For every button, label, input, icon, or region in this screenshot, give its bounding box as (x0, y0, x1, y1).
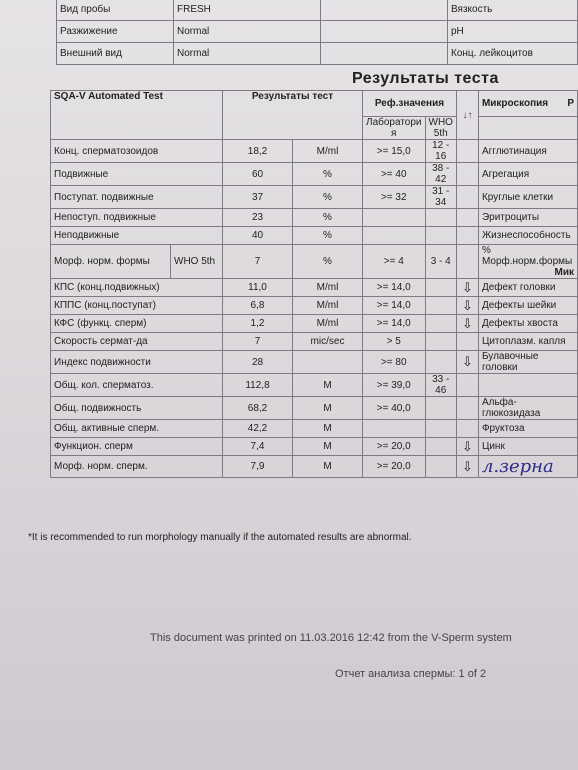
result-value: 7 (223, 333, 293, 351)
who-reference: 31 - 34 (425, 186, 456, 209)
sample-label: Внешний вид (57, 43, 174, 65)
who-reference (425, 351, 456, 374)
lab-reference: >= 40,0 (363, 397, 426, 420)
low-flag-icon: ⇩ (456, 438, 478, 456)
result-row (51, 438, 578, 456)
microscopy-label: Жизнеспособность (481, 230, 571, 241)
lab-reference: >= 15,0 (363, 140, 426, 163)
result-value: 1,2 (223, 315, 293, 333)
lab-reference: >= 20,0 (363, 438, 426, 456)
sample-label: Разжижение (57, 21, 174, 43)
lab-reference (363, 227, 426, 245)
result-row (51, 315, 578, 333)
result-value: 28 (223, 351, 293, 374)
microscopy-label: Дефект головки (481, 282, 556, 293)
lab-reference: >= 20,0 (363, 456, 426, 478)
who-reference: 33 - 46 (425, 374, 456, 397)
parameter-name: Непоступ. подвижные (51, 209, 223, 227)
result-value: 18,2 (223, 140, 293, 163)
lab-reference: >= 39,0 (363, 374, 426, 397)
microscopy-item (478, 227, 577, 245)
result-unit: M/ml (293, 297, 363, 315)
microscopy-item (478, 297, 577, 315)
low-flag-icon (456, 420, 478, 438)
microscopy-item (478, 245, 577, 279)
result-value: 7,9 (223, 456, 293, 478)
result-row (51, 297, 578, 315)
low-flag-icon (456, 333, 478, 351)
low-flag-icon (456, 245, 478, 279)
result-value: 40 (223, 227, 293, 245)
result-unit: % (293, 209, 363, 227)
sample-blank (321, 0, 448, 21)
lab-reference: >= 14,0 (363, 297, 426, 315)
microscopy-item (478, 374, 577, 397)
sample-right: Вязкость (448, 0, 578, 21)
result-value: 7 (223, 245, 293, 279)
microscopy-extra: Мик (554, 267, 574, 278)
low-flag-icon (456, 397, 478, 420)
arrows-header: ↓↑ (456, 91, 478, 140)
result-unit: mic/sec (293, 333, 363, 351)
microscopy-item (478, 315, 577, 333)
who-reference: 38 - 42 (425, 163, 456, 186)
lab-reference: >= 32 (363, 186, 426, 209)
who-reference (425, 456, 456, 478)
who-reference (425, 209, 456, 227)
result-unit: % (293, 186, 363, 209)
parameter-name: Конц. сперматозоидов (51, 140, 223, 163)
result-unit: M (293, 397, 363, 420)
result-row (51, 456, 578, 478)
parameter-name: Общ. подвижность (51, 397, 223, 420)
sample-row (57, 0, 578, 21)
microscopy-item (478, 163, 577, 186)
results-table (50, 90, 578, 478)
microscopy-label: Цитоплазм. капля (481, 336, 566, 347)
sample-label: Вид пробы (57, 0, 174, 21)
low-flag-icon (456, 374, 478, 397)
parameter-name: Морф. норм. сперм. (51, 456, 223, 478)
result-row (51, 351, 578, 374)
result-unit: % (293, 163, 363, 186)
result-value: 6,8 (223, 297, 293, 315)
result-unit: M/ml (293, 140, 363, 163)
low-flag-icon (456, 227, 478, 245)
sample-info-table (56, 0, 578, 65)
microscopy-item (478, 351, 577, 374)
page-title: Результаты теста (352, 70, 499, 87)
microscopy-item (478, 456, 577, 478)
microscopy-header: Микроскопия Р (478, 91, 577, 117)
low-flag-icon (456, 186, 478, 209)
parameter-name: КПС (конц.подвижных) (51, 279, 223, 297)
result-value: 37 (223, 186, 293, 209)
parameter-name: Общ. кол. сперматоз. (51, 374, 223, 397)
lab-reference: > 5 (363, 333, 426, 351)
who-reference (425, 279, 456, 297)
result-unit: M (293, 438, 363, 456)
microscopy-label: % Морф.норм.формы (481, 245, 573, 267)
result-unit: % (293, 227, 363, 245)
low-flag-icon (456, 140, 478, 163)
microscopy-item (478, 438, 577, 456)
page-number: Отчет анализа спермы: 1 of 2 (335, 668, 487, 680)
parameter-name: КФС (функц. сперм) (51, 315, 223, 333)
sample-blank (321, 21, 448, 43)
result-value: 7,4 (223, 438, 293, 456)
microscopy-label: Круглые клетки (481, 191, 554, 203)
parameter-name: КППС (конц.поступат) (51, 297, 223, 315)
lab-reference (363, 420, 426, 438)
microscopy-item (478, 186, 577, 209)
sample-row (57, 21, 578, 43)
result-value: 68,2 (223, 397, 293, 420)
low-flag-icon: ⇩ (456, 456, 478, 478)
ref-header: Реф.значения (363, 91, 457, 117)
print-info: This document was printed on 11.03.2016 12:42 from the V-Sperm system (150, 632, 512, 644)
microscopy-label: Дефекты шейки (481, 300, 557, 311)
result-unit: M/ml (293, 315, 363, 333)
sample-value: Normal (174, 21, 321, 43)
low-flag-icon (456, 163, 478, 186)
sample-row (57, 43, 578, 65)
low-flag-icon: ⇩ (456, 351, 478, 374)
microscopy-label: Альфа-глюкозидаза (481, 397, 541, 419)
result-unit: M (293, 456, 363, 478)
microscopy-label: Булавочные головки (481, 351, 539, 373)
result-unit: M/ml (293, 279, 363, 297)
low-flag-icon: ⇩ (456, 279, 478, 297)
lab-reference: >= 14,0 (363, 315, 426, 333)
result-value: 112,8 (223, 374, 293, 397)
microscopy-label: Фруктоза (481, 423, 525, 434)
result-row (51, 209, 578, 227)
parameter-name: Скорость сермат-да (51, 333, 223, 351)
who-reference (425, 397, 456, 420)
who-reference: 3 - 4 (425, 245, 456, 279)
lab-reference: >= 40 (363, 163, 426, 186)
who-reference (425, 297, 456, 315)
microscopy-item (478, 333, 577, 351)
result-unit: M (293, 420, 363, 438)
lab-reference: >= 4 (363, 245, 426, 279)
microscopy-item (478, 397, 577, 420)
morphology-note: *It is recommended to run morphology manually if the automated results are abnormal. (28, 532, 412, 543)
who-reference (425, 438, 456, 456)
low-flag-icon: ⇩ (456, 297, 478, 315)
who-reference (425, 315, 456, 333)
parameter-name: Неподвижные (51, 227, 223, 245)
microscopy-item (478, 279, 577, 297)
result-value: 60 (223, 163, 293, 186)
result-row (51, 245, 578, 279)
lab-reference (363, 209, 426, 227)
analyzer-header: SQA-V Automated Test (51, 91, 223, 140)
microscopy-item (478, 209, 577, 227)
who-reference (425, 333, 456, 351)
result-row (51, 163, 578, 186)
microscopy-subheader (478, 117, 577, 140)
lab-reference: >= 14,0 (363, 279, 426, 297)
result-row (51, 140, 578, 163)
result-unit (293, 351, 363, 374)
result-row (51, 279, 578, 297)
result-row (51, 227, 578, 245)
microscopy-label: Дефекты хвоста (481, 318, 558, 329)
microscopy-item (478, 140, 577, 163)
sample-value: Normal (174, 43, 321, 65)
microscopy-label: Цинк (481, 441, 505, 452)
microscopy-label: Эритроциты (481, 212, 540, 223)
microscopy-label: Агрегация (481, 168, 530, 180)
parameter-name-extra: WHO 5th (171, 245, 223, 279)
sample-right: Конц. лейкоцитов (448, 43, 578, 65)
parameter-name: Подвижные (51, 163, 223, 186)
result-row (51, 186, 578, 209)
low-flag-icon (456, 209, 478, 227)
result-value: 42,2 (223, 420, 293, 438)
microscopy-item (478, 420, 577, 438)
result-row (51, 420, 578, 438)
sample-blank (321, 43, 448, 65)
result-value: 23 (223, 209, 293, 227)
result-value: 11,0 (223, 279, 293, 297)
parameter-name: Общ. активные сперм. (51, 420, 223, 438)
who-reference (425, 420, 456, 438)
result-row (51, 397, 578, 420)
parameter-name: Морф. норм. формы (51, 245, 171, 279)
lab-reference: >= 80 (363, 351, 426, 374)
microscopy-label: Агглютинация (481, 145, 547, 157)
sample-value: FRESH (174, 0, 321, 21)
results-header: Результаты тест (223, 91, 363, 140)
who-reference: 12 - 16 (425, 140, 456, 163)
parameter-name: Индекс подвижности (51, 351, 223, 374)
who-reference (425, 227, 456, 245)
microscopy-label: л.зерна (481, 456, 554, 477)
result-unit: % (293, 245, 363, 279)
lab-header: Лаборатори я (363, 117, 426, 140)
result-unit: M (293, 374, 363, 397)
who-header: WHO 5th (425, 117, 456, 140)
parameter-name: Поступат. подвижные (51, 186, 223, 209)
parameter-name: Функцион. сперм (51, 438, 223, 456)
result-row (51, 333, 578, 351)
low-flag-icon: ⇩ (456, 315, 478, 333)
result-row (51, 374, 578, 397)
sample-right: pH (448, 21, 578, 43)
